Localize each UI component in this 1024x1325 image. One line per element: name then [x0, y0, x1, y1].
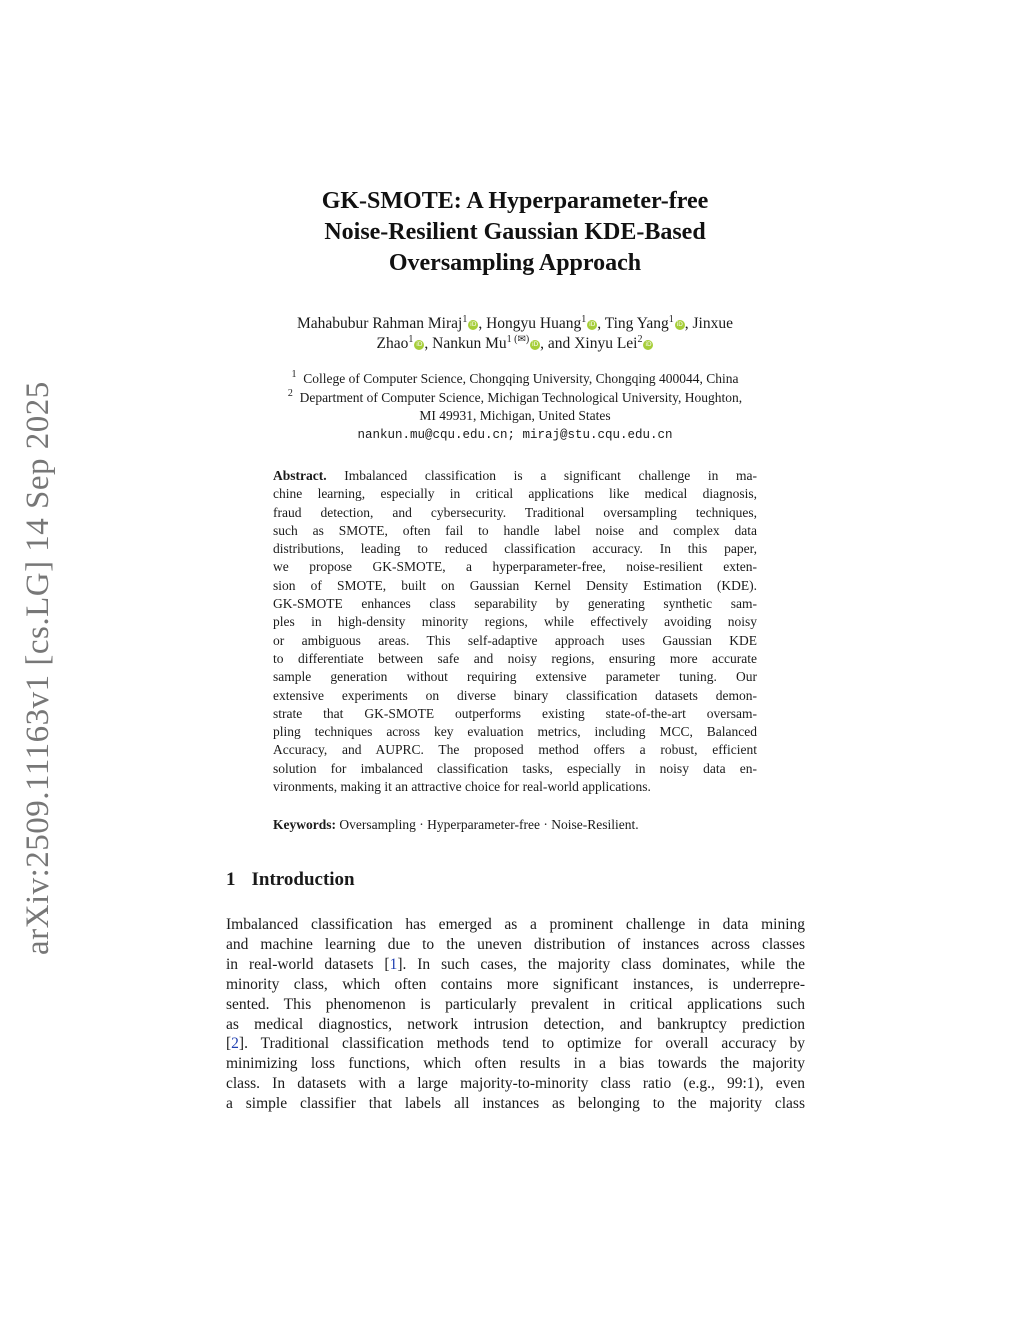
orcid-icon[interactable]: iD	[645, 341, 652, 348]
author-affil-sup: 2	[637, 334, 643, 345]
author-affil-sup: 1	[668, 314, 674, 325]
body-text-run: class. In datasets with a large majority-to-minority class ratio (e.g., 99:1), even	[226, 1075, 805, 1093]
abstract-label: Abstract.	[273, 468, 327, 483]
orcid-icon[interactable]: iD	[470, 321, 477, 328]
paper-title	[200, 186, 830, 279]
abstract-line: GK-SMOTE enhances class separability by generating synthetic sam-	[273, 596, 757, 612]
arxiv-identifier[interactable]: arXiv:2509.11163v1 [cs.LG] 14 Sep 2025	[20, 381, 56, 955]
abstract-line: ples in high-density minority regions, while effectively avoiding noisy	[273, 614, 757, 630]
abstract-line: to differentiate between safe and noisy regions, ensuring more accurate	[273, 650, 757, 666]
email-addresses[interactable]: nankun.mu@cqu.edu.cn; miraj@stu.cqu.edu.cn	[357, 427, 673, 442]
affiliation-continuation: MI 49931, Michigan, United States	[419, 408, 611, 423]
abstract-line: extensive experiments on diverse binary classification datasets demon-	[273, 687, 757, 703]
abstract-line	[273, 467, 757, 485]
abstract-line: vironments, making it an attractive choice for real-world applications.	[273, 779, 651, 795]
affiliation-line	[220, 389, 810, 408]
body-text-run: ]. Traditional classification methods tend to optimize for overall accuracy by	[238, 1035, 805, 1053]
abstract-line: sample generation without requiring extensive parameter tuning. Our	[273, 669, 757, 685]
keywords	[273, 816, 757, 834]
affiliation-line	[220, 370, 810, 389]
abstract	[273, 467, 757, 796]
author-name: Hongyu Huang	[486, 315, 582, 332]
section-heading	[226, 869, 355, 891]
body-text-run: minimizing loss functions, which often results in a bias towards the majority	[226, 1055, 805, 1073]
author-affil-sup: 1	[408, 334, 414, 345]
abstract-line: sion of SMOTE, built on Gaussian Kernel Density Estimation (KDE).	[273, 577, 757, 593]
title-line: GK-SMOTE: A Hyperparameter-free	[321, 188, 709, 214]
affiliation-sup: 1	[291, 369, 297, 380]
orcid-icon[interactable]: iD	[589, 321, 596, 328]
body-line	[226, 915, 805, 935]
abstract-line: such as SMOTE, often fail to handle label noise and complex data	[273, 522, 757, 538]
title-line: Oversampling Approach	[388, 250, 642, 276]
keywords-text: Oversampling · Hyperparameter-free · Noise-Resilient.	[339, 817, 639, 832]
author-name: Xinyu Lei	[574, 335, 638, 352]
introduction-text	[226, 915, 805, 1114]
orcid-icon[interactable]: iD	[676, 321, 683, 328]
author-affil-sup: 1 (✉)	[506, 334, 530, 345]
author-name-part: Jinxue	[692, 315, 733, 332]
body-line	[226, 1074, 805, 1094]
author-conjunction: and	[547, 335, 571, 352]
author-name-part: Zhao	[376, 335, 409, 352]
orcid-icon[interactable]: iD	[532, 341, 539, 348]
author-list: Mahabubur Rahman Miraj$^1$ iD , Hongyu Huang$^1$ iD , Ting Yang$^1$ iD , Jinxue Zhao$^1$ iD , Nankun $Mu^{1 (✉)}$ iD , and Xinyu Lei$^2$ iD	[297, 314, 733, 352]
body-text-run: minority class, which often contains more significant instances, is underrepre-	[226, 975, 805, 993]
body-text-run: a simple classifier that labels all instances as belonging to the majority class	[226, 1095, 805, 1113]
author-affil-sup: 1	[462, 314, 468, 325]
body-text-run: Imbalanced classification has emerged as a prominent challenge in data mining	[226, 916, 805, 933]
section-number: 1	[226, 869, 236, 890]
abstract-line: solution for imbalanced classification tasks, especially in noisy data en-	[273, 760, 757, 776]
author-name: Mahabubur Rahman Miraj	[297, 315, 463, 332]
affiliations	[220, 370, 810, 444]
author-name: Ting Yang	[604, 315, 669, 332]
body-line	[226, 975, 805, 995]
abstract-line: Accuracy, and AUPRC. The proposed method offers a robust, efficient	[273, 742, 757, 758]
body-text-run: as medical diagnostics, network intrusion detection, and bankruptcy prediction	[226, 1015, 805, 1033]
citation-link[interactable]: 2	[231, 1035, 239, 1053]
body-line	[226, 1094, 805, 1114]
orcid-icon[interactable]: iD	[416, 341, 423, 348]
body-line	[226, 1054, 805, 1074]
abstract-line: fraud detection, and cybersecurity. Traditional oversampling techniques,	[273, 504, 757, 520]
body-line	[226, 935, 805, 955]
abstract-line: distributions, leading to reduced classification accuracy. In this paper,	[273, 541, 757, 557]
body-text-run: sented. This phenomenon is particularly prevalent in critical applications such	[226, 995, 805, 1013]
abstract-line: strate that GK-SMOTE outperforms existing state-of-the-art oversam-	[273, 705, 757, 721]
body-line	[226, 995, 805, 1015]
body-text-run: [	[226, 1035, 232, 1053]
affiliation-text: Department of Computer Science, Michigan Technological University, Houghton,	[299, 389, 743, 405]
body-text-run: in real-world datasets [	[226, 955, 390, 973]
body-line	[226, 1034, 805, 1054]
abstract-line: or ambiguous areas. This self-adaptive approach uses Gaussian KDE	[273, 632, 757, 648]
body-line	[226, 955, 805, 975]
abstract-line: we propose GK-SMOTE, a hyperparameter-free, noise-resilient exten-	[273, 559, 757, 575]
affiliation-sup: 2	[287, 387, 293, 399]
body-line	[226, 1015, 805, 1035]
abstract-line: pling techniques across key evaluation metrics, including MCC, Balanced	[273, 724, 757, 740]
keywords-label: Keywords:	[273, 817, 336, 832]
body-text-run: ]. In such cases, the majority class dominates, while the	[397, 955, 805, 973]
abstract-text: Imbalanced classification is a significant challenge in ma-	[344, 468, 757, 483]
body-text-run: and machine learning due to the uneven distribution of instances across classes	[226, 935, 805, 953]
section-title: Introduction	[251, 869, 355, 890]
author-affil-sup: 1	[581, 314, 587, 325]
title-line: Noise-Resilient Gaussian KDE-Based	[324, 219, 706, 245]
citation-link[interactable]: 1	[389, 955, 398, 973]
author-name: Nankun Mu	[432, 335, 507, 352]
affiliation-text: College of Computer Science, Chongqing University, Chongqing 400044, China	[303, 371, 739, 386]
abstract-line: chine learning, especially in critical applications like medical diagnosis,	[273, 486, 757, 502]
